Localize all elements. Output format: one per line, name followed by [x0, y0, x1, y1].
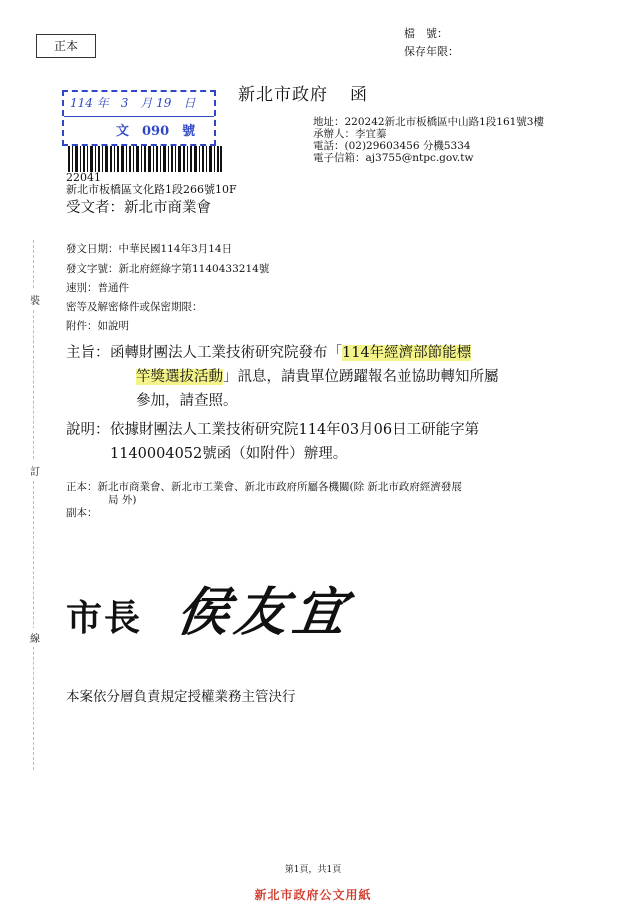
retention-period-label: 保存年限：: [404, 45, 459, 58]
contact-officer: 承辦人：李宜蓁: [313, 128, 387, 140]
recipient-address: 新北市板橋區文化路1段266號10F: [66, 183, 237, 196]
binding-mark-3: 線: [30, 628, 40, 647]
subject-label: 主旨：: [66, 345, 110, 361]
document-type: 函: [350, 85, 368, 105]
distribution-copies: 副本：: [66, 507, 98, 519]
delivery-speed: 速別：普通件: [66, 282, 129, 294]
highlighted-event-name-cont: 竿獎選拔活動: [136, 369, 223, 385]
explanation-label: 說明：: [66, 422, 110, 438]
explanation-line-1: 依據財團法人工業技術研究院114年03月06日工研能字第: [110, 422, 480, 438]
page-number: 第1頁，共1頁: [284, 865, 342, 875]
document-title: [238, 80, 368, 105]
subject-line-1: [110, 341, 471, 362]
official-paper-footer: 新北市政府公文用紙: [254, 888, 372, 902]
distribution-original: 正本：新北市商業會、新北市工業會、新北市政府所屬各機關(除 新北市政府經濟發展: [66, 481, 462, 493]
issue-date: 發文日期：中華民國114年3月14日: [66, 243, 233, 255]
contact-address: 地址：220242新北市板橋區中山路1段161號3樓: [313, 116, 544, 128]
attachment: 附件：如說明: [66, 320, 129, 332]
subject-text-cont: 」訊息，請貴單位踴躍報名並協助轉知所屬: [223, 369, 499, 385]
secrecy-level: 密等及解密條件或保密期限：: [66, 301, 203, 313]
recipient: 受文者：新北市商業會: [66, 200, 211, 216]
authority-note: 本案依分層負責規定授權業務主管決行: [66, 689, 296, 705]
highlighted-event-name: 114年經濟部節能標: [342, 345, 472, 361]
contact-email: 電子信箱：aj3755@ntpc.gov.tw: [313, 152, 474, 164]
explanation-line-2: 1140004052號函（如附件）辦理。: [110, 446, 348, 462]
subject-text: 函轉財團法人工業技術研究院發布「: [110, 345, 342, 361]
subject-line-2: [136, 365, 499, 386]
agency-name: 新北市政府: [238, 85, 328, 105]
document-number: 發文字號：新北府經綠字第1140433214號: [66, 263, 270, 275]
binding-mark-1: 裝: [30, 290, 40, 309]
barcode-icon: [68, 146, 222, 172]
stamp-date: 114 年 3 月 19 日: [70, 96, 196, 110]
contact-phone: 電話：(02)29603456 分機5334: [313, 140, 471, 152]
binding-mark-2: 訂: [30, 461, 40, 480]
signature-title: 市長: [66, 597, 143, 639]
signature-name: 侯友宜: [173, 582, 356, 643]
recipient-postal-code: 22041: [66, 171, 101, 184]
received-stamp: [62, 90, 216, 146]
distribution-original-cont: 局 外): [108, 494, 137, 506]
stamp-doc-number: 文 090 號: [116, 124, 196, 139]
file-number-label: 檔 號：: [404, 27, 448, 40]
copy-type-box: 正本: [36, 34, 96, 58]
binding-line: [33, 240, 34, 770]
stamp-divider: [64, 116, 214, 117]
subject-line-3: 參加，請查照。: [136, 393, 238, 409]
